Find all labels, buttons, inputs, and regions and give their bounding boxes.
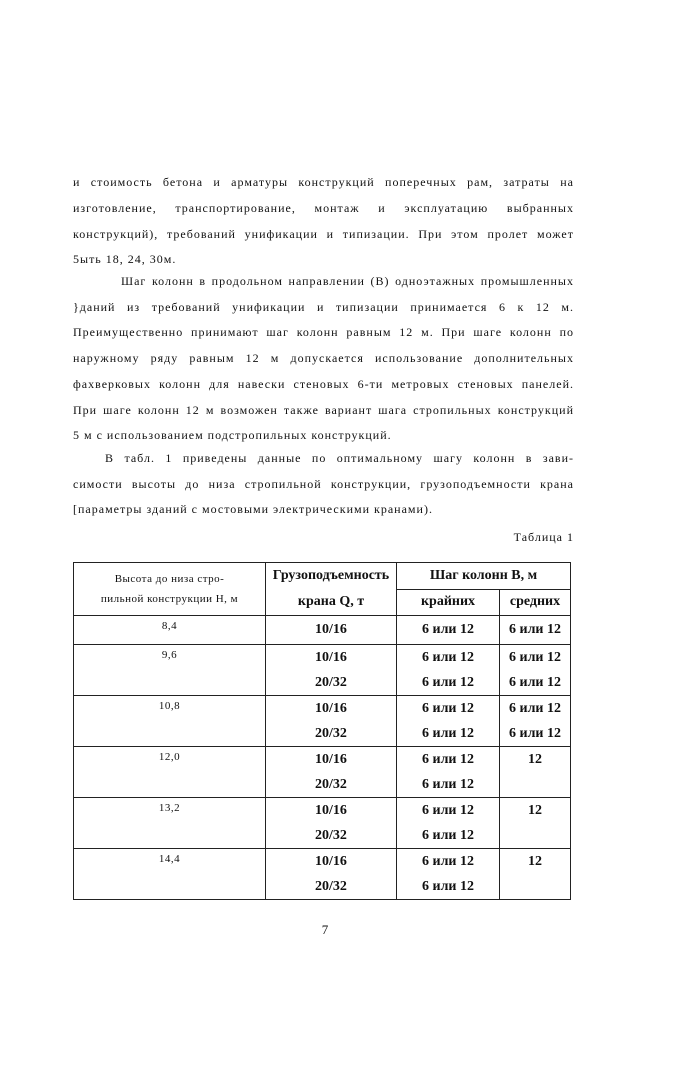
outer-value: 6 или 12 (422, 854, 474, 869)
outer-cell (397, 645, 500, 696)
paragraph-2-line-2: }даний из требований унификации и типизации принимается 6 к 12 м. (73, 300, 574, 314)
middle-cell (500, 645, 571, 696)
header-capacity-line-1: Грузоподъемность (272, 568, 390, 583)
capacity-value: 10/16 (315, 854, 347, 869)
outer-value: 6 или 12 (422, 701, 474, 716)
height-cell: 8,4 (74, 616, 266, 645)
capacity-value: 20/32 (315, 879, 347, 894)
capacity-value: 20/32 (315, 777, 347, 792)
paragraph-2-line-7: 5 м с использованием подстропильных конструкций. (73, 428, 392, 442)
table-row (74, 616, 571, 645)
middle-value: 6 или 12 (509, 701, 561, 716)
header-middle: средних (500, 589, 571, 616)
table-row (74, 798, 571, 849)
paragraph-2-line-6: При шаге колонн 12 м возможен также вариант шага стропильных конструкций (73, 403, 574, 417)
paragraph-2-line-5: фахверковых колонн для навески стеновых 6-ти метровых стеновых панелей. (73, 377, 574, 391)
height-cell: 13,2 (74, 798, 266, 849)
capacity-value: 20/32 (315, 828, 347, 843)
middle-cell (500, 798, 571, 849)
middle-value: 12 (528, 803, 542, 818)
capacity-value: 10/16 (315, 650, 347, 665)
outer-value: 6 или 12 (422, 650, 474, 665)
middle-value: 12 (528, 854, 542, 869)
header-height-line-2: пильной конструкции Н, м (100, 593, 239, 605)
middle-cell (500, 747, 571, 798)
height-cell: 9,6 (74, 645, 266, 696)
outer-value: 6 или 12 (422, 675, 474, 690)
outer-value: 6 или 12 (422, 777, 474, 792)
header-capacity (266, 563, 397, 616)
middle-value: 6 или 12 (509, 650, 561, 665)
page-number: 7 (321, 922, 329, 937)
height-cell: 12,0 (74, 747, 266, 798)
table-caption: Таблица 1 (513, 530, 574, 544)
column-step-table (73, 562, 571, 900)
paragraph-1-line-1: и стоимость бетона и арматуры конструкций поперечных рам, затраты на (73, 175, 574, 189)
table-row (74, 849, 571, 900)
middle-cell: 6 или 12 (500, 616, 571, 645)
outer-cell (397, 849, 500, 900)
outer-value: 6 или 12 (422, 803, 474, 818)
capacity-value: 20/32 (315, 675, 347, 690)
header-height (74, 563, 266, 616)
capacity-cell (266, 645, 397, 696)
capacity-value: 10/16 (315, 803, 347, 818)
outer-value: 6 или 12 (422, 828, 474, 843)
middle-cell (500, 696, 571, 747)
paragraph-2-line-3: Преимущественно принимают шаг колонн равным 12 м. При шаге колонн по (73, 325, 574, 339)
paragraph-1-line-4: 5ыть 18, 24, 30м. (73, 252, 177, 266)
middle-value: 6 или 12 (509, 726, 561, 741)
paragraph-2-line-1: Шаг колонн в продольном направлении (В) одноэтажных промышленных (121, 274, 574, 288)
header-height-line-1: Высота до низа стро- (114, 573, 225, 585)
outer-cell (397, 696, 500, 747)
middle-cell (500, 849, 571, 900)
paragraph-2-line-4: наружному ряду равным 12 м допускается использование дополнительных (73, 351, 574, 365)
paragraph-3-line-3: [параметры зданий с мостовыми электрическими кранами). (73, 502, 433, 516)
middle-value: 12 (528, 752, 542, 767)
capacity-value: 10/16 (315, 752, 347, 767)
capacity-value: 20/32 (315, 726, 347, 741)
capacity-cell (266, 696, 397, 747)
outer-cell (397, 747, 500, 798)
table-row (74, 747, 571, 798)
capacity-value: 10/16 (315, 701, 347, 716)
capacity-cell: 10/16 (266, 616, 397, 645)
outer-cell (397, 798, 500, 849)
table-row (74, 696, 571, 747)
header-outer: крайних (397, 589, 500, 616)
capacity-cell (266, 849, 397, 900)
capacity-cell (266, 798, 397, 849)
height-cell: 10,8 (74, 696, 266, 747)
outer-value: 6 или 12 (422, 726, 474, 741)
paragraph-3-line-1: В табл. 1 приведены данные по оптимальному шагу колонн в зави- (105, 451, 574, 465)
header-capacity-line-2: крана Q, т (297, 594, 365, 609)
paragraph-1-line-3: конструкций), требований унификации и типизации. При этом пролет может (73, 227, 574, 241)
height-cell: 14,4 (74, 849, 266, 900)
middle-value: 6 или 12 (509, 675, 561, 690)
paragraph-1-line-2: изготовление, транспортирование, монтаж и эксплуатацию выбранных (73, 201, 574, 215)
table-row (74, 645, 571, 696)
outer-cell: 6 или 12 (397, 616, 500, 645)
outer-value: 6 или 12 (422, 752, 474, 767)
capacity-cell (266, 747, 397, 798)
outer-value: 6 или 12 (422, 879, 474, 894)
paragraph-3-line-2: симости высоты до низа стропильной конструкции, грузоподъемности крана (73, 477, 574, 491)
header-step: Шаг колонн В, м (397, 563, 571, 590)
